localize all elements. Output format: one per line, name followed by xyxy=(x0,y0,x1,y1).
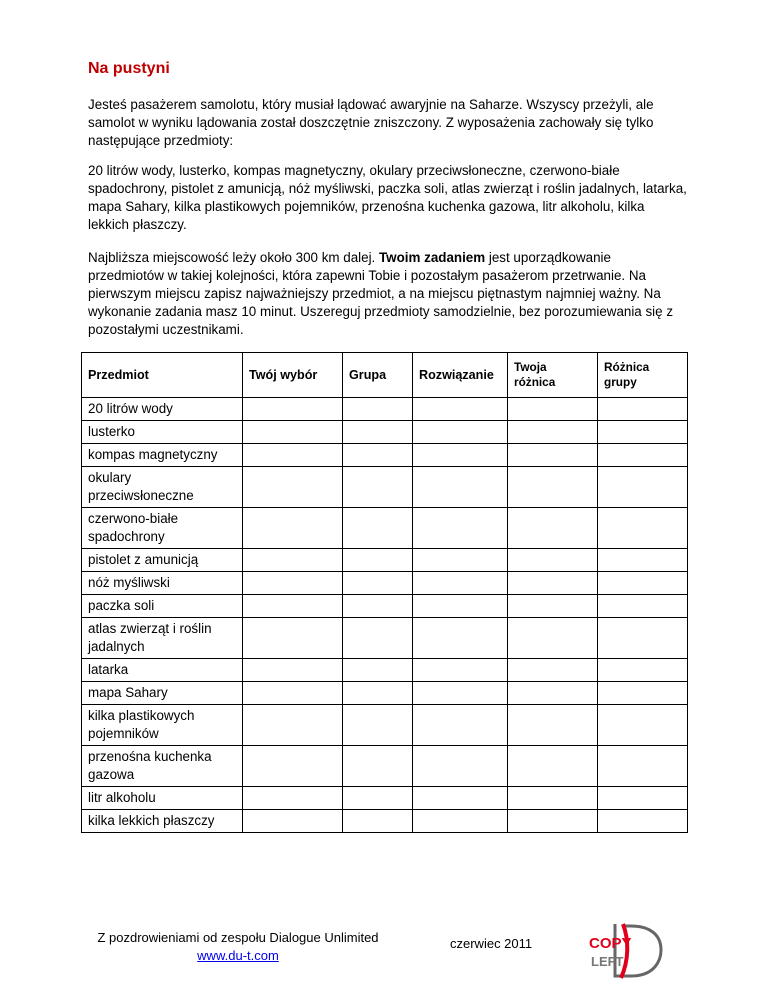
cell-rozwiazanie[interactable] xyxy=(413,444,508,467)
cell-grupa[interactable] xyxy=(343,682,413,705)
table-row xyxy=(82,572,688,595)
cell-twoja-roznica[interactable] xyxy=(508,421,598,444)
ranking-table xyxy=(81,352,688,833)
item-name-cell: kompas magnetyczny xyxy=(82,444,243,467)
cell-twoja-roznica[interactable] xyxy=(508,398,598,421)
cell-grupa[interactable] xyxy=(343,421,413,444)
cell-twoja-roznica[interactable] xyxy=(508,705,598,746)
cell-twoj-wybor[interactable] xyxy=(243,398,343,421)
cell-rozwiazanie[interactable] xyxy=(413,682,508,705)
cell-rozwiazanie[interactable] xyxy=(413,787,508,810)
cell-roznica-grupy[interactable] xyxy=(598,398,688,421)
item-name-cell: latarka xyxy=(82,659,243,682)
cell-roznica-grupy[interactable] xyxy=(598,746,688,787)
item-name-cell: okulary przeciwsłoneczne xyxy=(82,467,243,508)
logo-text-copy: COPY xyxy=(589,935,632,952)
cell-twoj-wybor[interactable] xyxy=(243,508,343,549)
item-name-cell: przenośna kuchenka gazowa xyxy=(82,746,243,787)
cell-twoja-roznica[interactable] xyxy=(508,508,598,549)
footer-link[interactable]: www.du-t.com xyxy=(197,948,279,963)
cell-roznica-grupy[interactable] xyxy=(598,572,688,595)
cell-twoj-wybor[interactable] xyxy=(243,682,343,705)
table-row xyxy=(82,618,688,659)
cell-twoj-wybor[interactable] xyxy=(243,421,343,444)
header-rozwiazanie: Rozwiązanie xyxy=(413,353,508,398)
cell-rozwiazanie[interactable] xyxy=(413,421,508,444)
cell-roznica-grupy[interactable] xyxy=(598,467,688,508)
cell-grupa[interactable] xyxy=(343,467,413,508)
header-twoja-roznica: Twoja różnica xyxy=(508,353,598,398)
cell-rozwiazanie[interactable] xyxy=(413,595,508,618)
item-name-cell: kilka lekkich płaszczy xyxy=(82,810,243,833)
cell-twoj-wybor[interactable] xyxy=(243,444,343,467)
table-row xyxy=(82,659,688,682)
table-row xyxy=(82,787,688,810)
cell-roznica-grupy[interactable] xyxy=(598,787,688,810)
cell-twoja-roznica[interactable] xyxy=(508,572,598,595)
cell-grupa[interactable] xyxy=(343,398,413,421)
cell-grupa[interactable] xyxy=(343,618,413,659)
cell-grupa[interactable] xyxy=(343,787,413,810)
table-body xyxy=(82,398,688,833)
cell-roznica-grupy[interactable] xyxy=(598,705,688,746)
header-przedmiot: Przedmiot xyxy=(82,353,243,398)
cell-grupa[interactable] xyxy=(343,659,413,682)
cell-twoja-roznica[interactable] xyxy=(508,746,598,787)
table-row xyxy=(82,421,688,444)
items-list-paragraph: 20 litrów wody, lusterko, kompas magnetyczny, okulary przeciwsłoneczne, czerwono-białe spadochrony, pistolet z amunicją, nóż myśliwski, paczka soli, atlas zwierząt i roślin jadalnych, latarka, mapa Sahary, kilka plastikowych pojemników, przenośna kuchenka gazowa, litr alkoholu, kilka lekkich płaszczy. xyxy=(88,163,687,232)
table-row xyxy=(82,508,688,549)
cell-roznica-grupy[interactable] xyxy=(598,618,688,659)
cell-twoja-roznica[interactable] xyxy=(508,682,598,705)
cell-grupa[interactable] xyxy=(343,572,413,595)
table-row xyxy=(82,810,688,833)
cell-twoja-roznica[interactable] xyxy=(508,467,598,508)
item-name-cell: 20 litrów wody xyxy=(82,398,243,421)
cell-roznica-grupy[interactable] xyxy=(598,421,688,444)
cell-twoj-wybor[interactable] xyxy=(243,659,343,682)
cell-grupa[interactable] xyxy=(343,444,413,467)
table-row xyxy=(82,595,688,618)
cell-rozwiazanie[interactable] xyxy=(413,398,508,421)
copyleft-logo xyxy=(585,920,675,980)
cell-rozwiazanie[interactable] xyxy=(413,705,508,746)
cell-twoj-wybor[interactable] xyxy=(243,787,343,810)
cell-twoja-roznica[interactable] xyxy=(508,810,598,833)
cell-twoj-wybor[interactable] xyxy=(243,746,343,787)
item-name-cell: pistolet z amunicją xyxy=(82,549,243,572)
cell-roznica-grupy[interactable] xyxy=(598,508,688,549)
footer-greeting-text: Z pozdrowieniami od zespołu Dialogue Unlimited xyxy=(97,930,379,945)
task-text-before: Najbliższa miejscowość leży około 300 km dalej. xyxy=(88,250,379,265)
page-title: Na pustyni xyxy=(88,60,170,77)
cell-twoj-wybor[interactable] xyxy=(243,705,343,746)
cell-rozwiazanie[interactable] xyxy=(413,467,508,508)
cell-twoj-wybor[interactable] xyxy=(243,572,343,595)
intro-paragraph: Jesteś pasażerem samolotu, który musiał lądować awaryjnie na Saharze. Wszyscy przeżyli, ale samolot w wyniku lądowania został doszczętnie zniszczony. Z wyposażenia zachowały się tylko następujące przedmioty: xyxy=(88,97,654,148)
cell-roznica-grupy[interactable] xyxy=(598,659,688,682)
item-name-cell: litr alkoholu xyxy=(82,787,243,810)
cell-roznica-grupy[interactable] xyxy=(598,595,688,618)
logo-text-left: LEFT xyxy=(591,954,624,969)
item-name-cell: nóż myśliwski xyxy=(82,572,243,595)
header-twoj-wybor: Twój wybór xyxy=(243,353,343,398)
cell-rozwiazanie[interactable] xyxy=(413,508,508,549)
cell-grupa[interactable] xyxy=(343,595,413,618)
cell-twoj-wybor[interactable] xyxy=(243,549,343,572)
item-name-cell: atlas zwierząt i roślin jadalnych xyxy=(82,618,243,659)
cell-roznica-grupy[interactable] xyxy=(598,810,688,833)
footer-date: czerwiec 2011 xyxy=(450,936,533,951)
item-name-cell: kilka plastikowych pojemników xyxy=(82,705,243,746)
task-text-after: jest uporządkowanie przedmiotów w takiej kolejności, która zapewni Tobie i pozostałym pasażerom przetrwanie. Na pierwszym miejscu zapisz najważniejszy przedmiot, a na miejscu piętnastym najmniej ważny. Na wykonanie zadania masz 10 minut. Uszereguj przedmioty samodzielnie, bez porozumiewania się z pozostałymi uczestnikami. xyxy=(88,250,674,337)
cell-rozwiazanie[interactable] xyxy=(413,549,508,572)
table-row xyxy=(82,549,688,572)
cell-twoja-roznica[interactable] xyxy=(508,444,598,467)
cell-rozwiazanie[interactable] xyxy=(413,746,508,787)
item-name-cell: czerwono-białe spadochrony xyxy=(82,508,243,549)
cell-rozwiazanie[interactable] xyxy=(413,810,508,833)
cell-rozwiazanie[interactable] xyxy=(413,618,508,659)
table-row xyxy=(82,398,688,421)
cell-twoj-wybor[interactable] xyxy=(243,595,343,618)
table-row xyxy=(82,682,688,705)
cell-rozwiazanie[interactable] xyxy=(413,572,508,595)
item-name-cell: paczka soli xyxy=(82,595,243,618)
cell-roznica-grupy[interactable] xyxy=(598,549,688,572)
table-row xyxy=(82,746,688,787)
cell-twoja-roznica[interactable] xyxy=(508,549,598,572)
cell-rozwiazanie[interactable] xyxy=(413,659,508,682)
cell-roznica-grupy[interactable] xyxy=(598,682,688,705)
header-roznica-grupy: Różnica grupy xyxy=(598,353,688,398)
cell-twoja-roznica[interactable] xyxy=(508,787,598,810)
item-name-cell: mapa Sahary xyxy=(82,682,243,705)
task-paragraph xyxy=(88,249,688,339)
footer-greeting xyxy=(88,929,388,965)
cell-twoj-wybor[interactable] xyxy=(243,467,343,508)
task-text-bold: Twoim zadaniem xyxy=(379,250,486,265)
cell-twoj-wybor[interactable] xyxy=(243,810,343,833)
cell-grupa[interactable] xyxy=(343,508,413,549)
table-row xyxy=(82,467,688,508)
cell-twoj-wybor[interactable] xyxy=(243,618,343,659)
cell-twoja-roznica[interactable] xyxy=(508,618,598,659)
cell-twoja-roznica[interactable] xyxy=(508,595,598,618)
cell-grupa[interactable] xyxy=(343,810,413,833)
cell-roznica-grupy[interactable] xyxy=(598,444,688,467)
table-row xyxy=(82,444,688,467)
table-row xyxy=(82,705,688,746)
header-grupa: Grupa xyxy=(343,353,413,398)
cell-grupa[interactable] xyxy=(343,549,413,572)
cell-grupa[interactable] xyxy=(343,746,413,787)
cell-twoja-roznica[interactable] xyxy=(508,659,598,682)
cell-grupa[interactable] xyxy=(343,705,413,746)
table-header-row xyxy=(82,353,688,398)
item-name-cell: lusterko xyxy=(82,421,243,444)
